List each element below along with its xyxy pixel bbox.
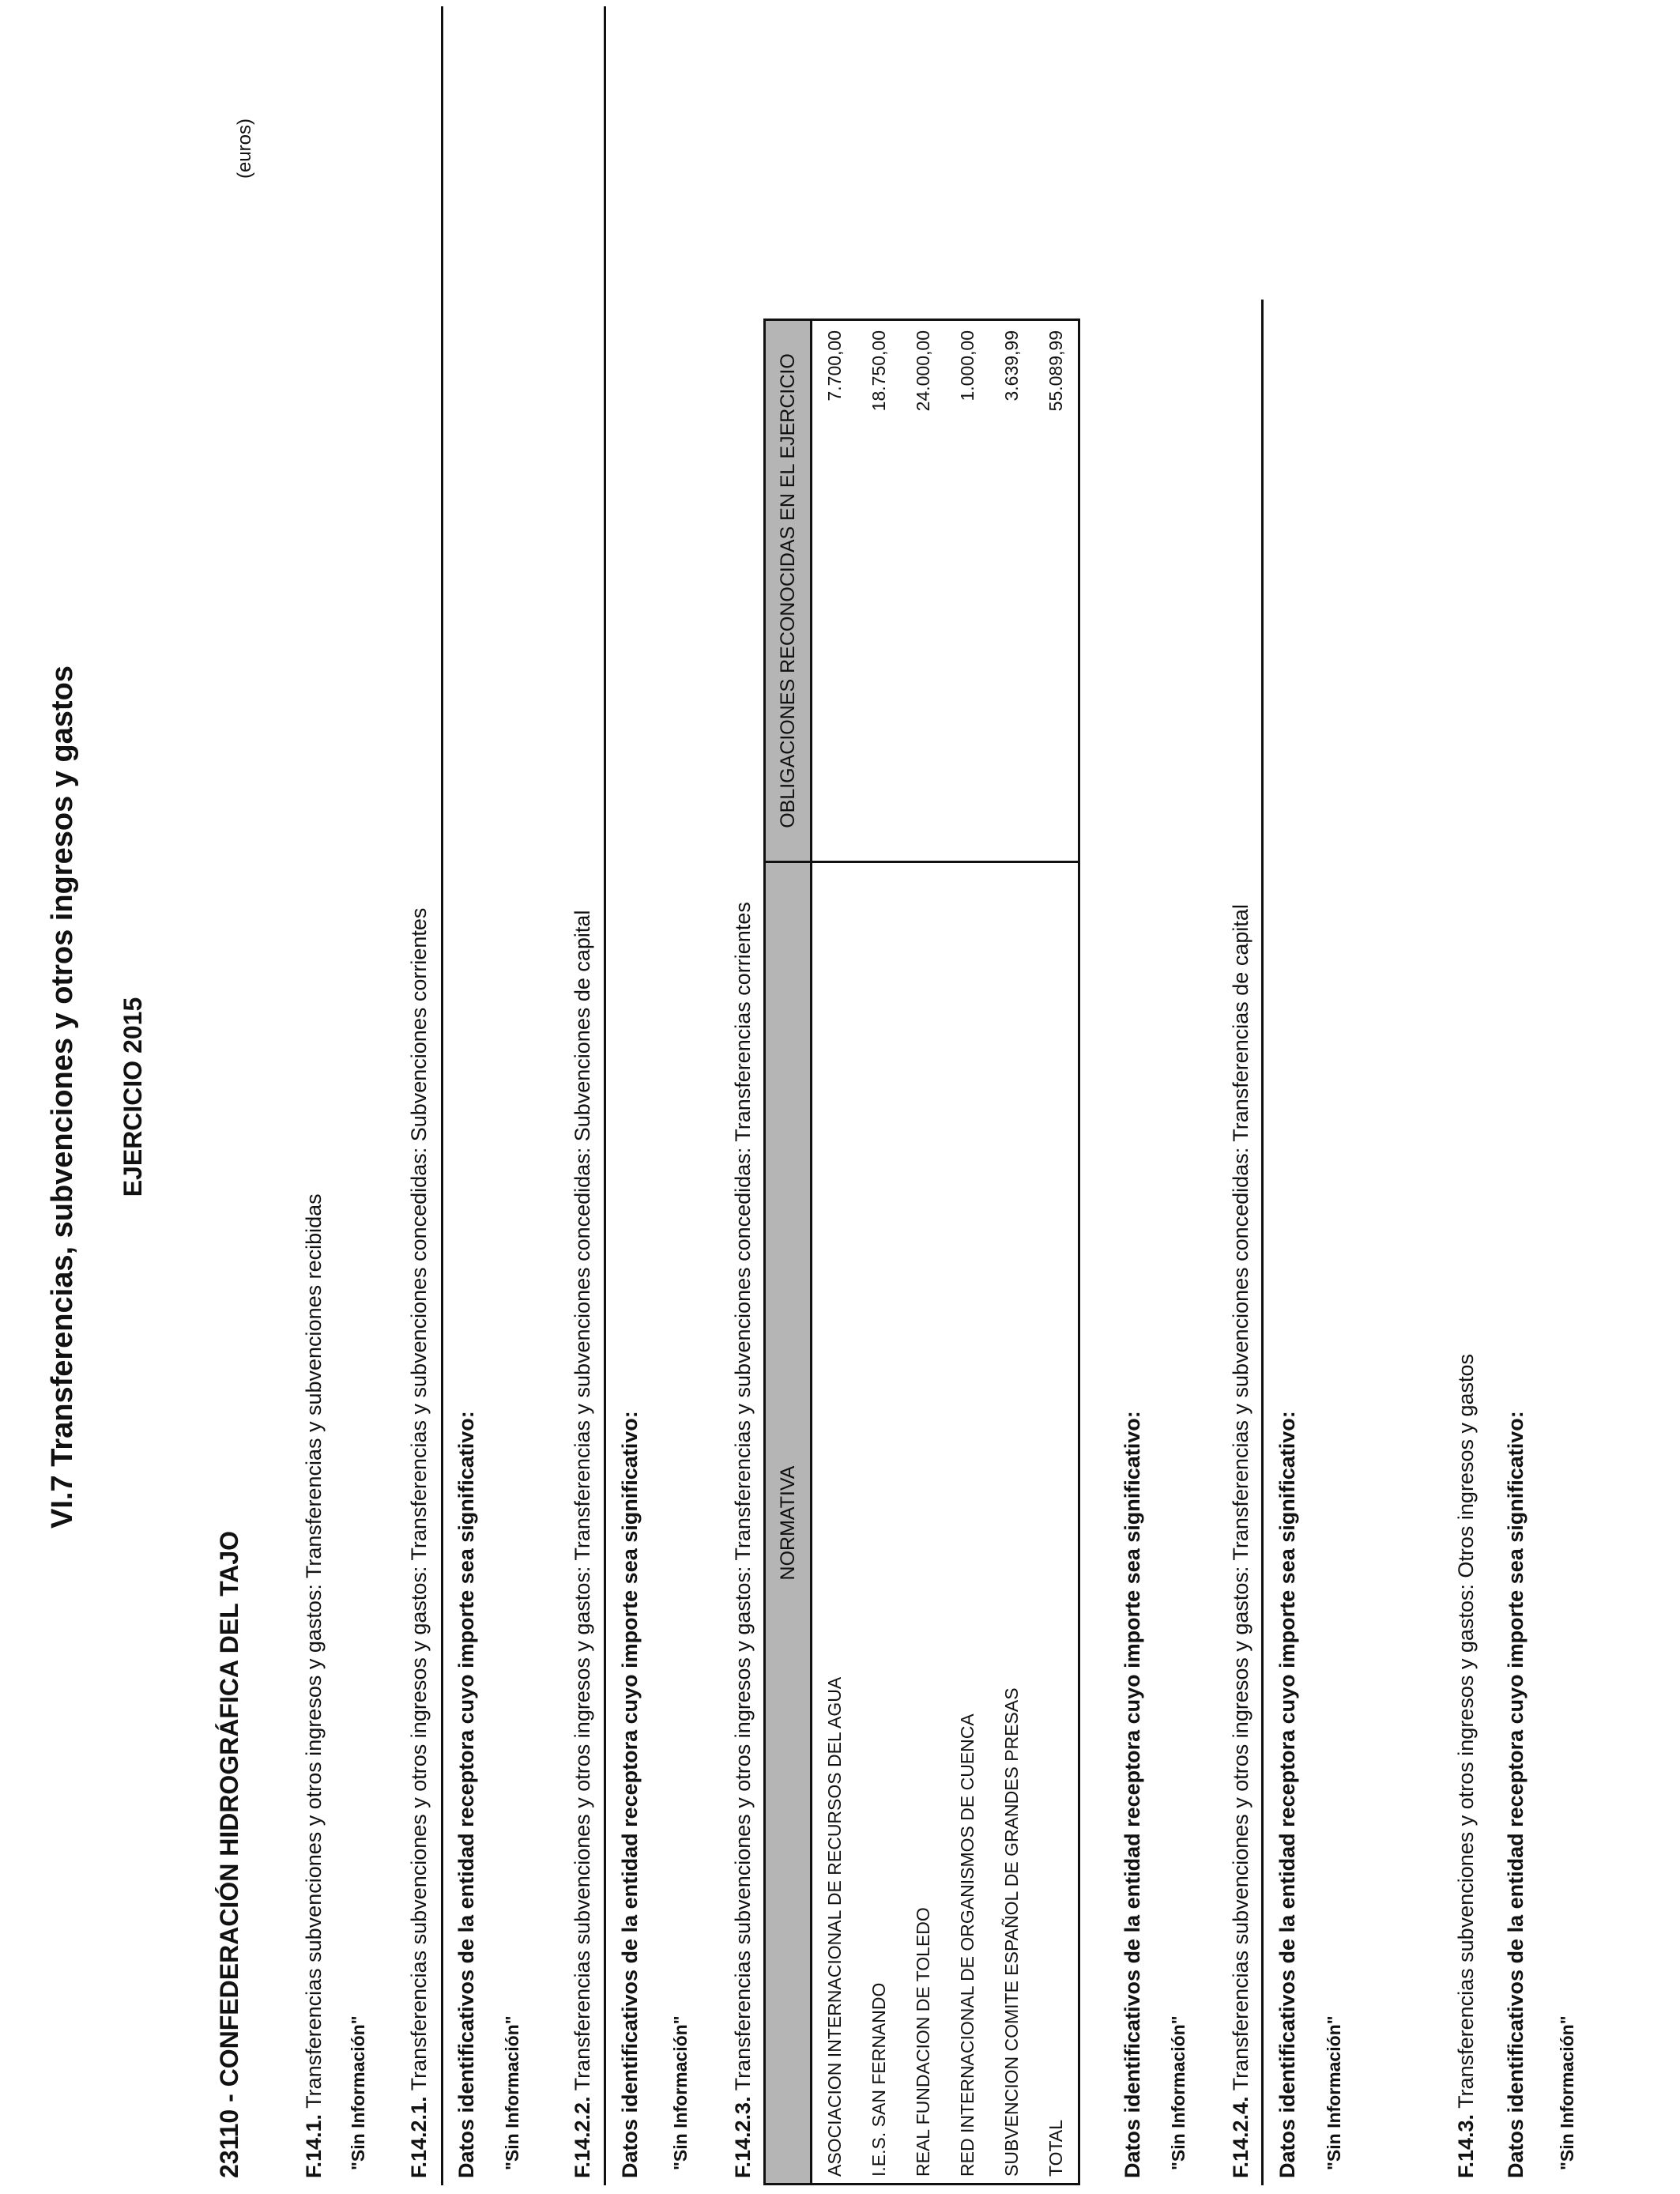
section-text: Transferencias subvenciones y otros ingresos y gastos: Transferencias y subvenciones recibidas — [302, 1193, 326, 2109]
section-f14-2-1-info: "Sin Información" — [502, 2015, 522, 2170]
row-amount: 7.700,00 — [823, 330, 845, 401]
section-f14-2-2-info: "Sin Información" — [670, 2015, 691, 2170]
section-f14-2-3-title — [731, 902, 755, 2178]
section-f14-1-title — [302, 1193, 326, 2178]
section-f14-3-info: "Sin Información" — [1557, 2015, 1577, 2170]
section-number: F.14.3. — [1454, 2113, 1478, 2178]
section-f14-2-4-datos: Datos identificativos de la entidad receptora cuyo importe sea significativo: — [1275, 1411, 1299, 2178]
section-f14-3-datos: Datos identificativos de la entidad receptora cuyo importe sea significativo: — [1504, 1411, 1527, 2178]
row-name: ASOCIACION INTERNACIONAL DE RECURSOS DEL AGUA — [812, 862, 857, 2185]
table-row — [812, 320, 857, 2185]
section-number: F.14.2.1. — [407, 2096, 431, 2178]
table-header-row — [765, 320, 812, 2185]
section-text: Transferencias subvenciones y otros ingresos y gastos: Transferencias y subvenciones concedidas: Subvenciones de capital — [571, 910, 594, 2091]
section-f14-2-3-datos: Datos identificativos de la entidad receptora cuyo importe sea significativo: — [1121, 1411, 1144, 2178]
table-row — [901, 320, 945, 2185]
total-amount: 55.089,99 — [1045, 330, 1066, 412]
section-f14-2-4-title — [1229, 904, 1253, 2178]
section-number: F.14.2.4. — [1229, 2096, 1252, 2178]
section-f14-2-1-datos: Datos identificativos de la entidad receptora cuyo importe sea significativo: — [454, 1411, 478, 2178]
section-text: Transferencias subvenciones y otros ingresos y gastos: Transferencias y subvenciones concedidas: Subvenciones corrientes — [407, 907, 431, 2091]
row-amount: 3.639,99 — [1000, 330, 1022, 401]
currency-note: (euros) — [234, 118, 255, 179]
section-f14-2-3-info: "Sin Información" — [1168, 2015, 1188, 2170]
row-name: I.E.S. SAN FERNANDO — [857, 862, 901, 2185]
section-divider — [1261, 300, 1264, 2185]
section-number: F.14.2.3. — [731, 2096, 755, 2178]
section-divider — [604, 6, 606, 2185]
section-number: F.14.1. — [302, 2113, 326, 2178]
section-f14-2-2-datos: Datos identificativos de la entidad receptora cuyo importe sea significativo: — [618, 1411, 642, 2178]
table-row — [989, 320, 1034, 2185]
section-f14-2-4-info: "Sin Información" — [1324, 2015, 1344, 2170]
section-text: Transferencias subvenciones y otros ingresos y gastos: Transferencias y subvenciones concedidas: Transferencias de capital — [1229, 904, 1252, 2091]
section-f14-3-title — [1454, 1354, 1478, 2178]
row-name: SUBVENCION COMITE ESPAÑOL DE GRANDES PRESAS — [989, 862, 1034, 2185]
row-name: REAL FUNDACION DE TOLEDO — [901, 862, 945, 2185]
row-amount: 24.000,00 — [912, 330, 933, 412]
section-text: Transferencias subvenciones y otros ingresos y gastos: Otros ingresos y gastos — [1454, 1353, 1478, 2109]
table-total-row — [1034, 320, 1079, 2185]
page-title: VI.7 Transferencias, subvenciones y otros ingresos y gastos — [46, 665, 79, 1529]
section-f14-1-info: "Sin Información" — [348, 2015, 368, 2170]
section-divider — [441, 6, 443, 2185]
section-f14-2-1-title — [407, 908, 431, 2178]
total-label: TOTAL — [1034, 862, 1079, 2185]
section-f14-2-2-title — [571, 910, 595, 2178]
section-text: Transferencias subvenciones y otros ingresos y gastos: Transferencias y subvenciones concedidas: Transferencias corrientes — [731, 902, 755, 2091]
row-name: RED INTERNACIONAL DE ORGANISMOS DE CUENCA — [945, 862, 989, 2185]
exercise-year: EJERCICIO 2015 — [119, 997, 147, 1197]
table-row — [857, 320, 901, 2185]
subsidies-table — [763, 319, 1080, 2185]
section-number: F.14.2.2. — [571, 2096, 594, 2178]
row-amount: 18.750,00 — [868, 330, 889, 412]
entity-name: 23110 - CONFEDERACIÓN HIDROGRÁFICA DEL TAJO — [215, 1530, 243, 2178]
column-header-normativa: NORMATIVA — [765, 862, 812, 2185]
column-header-obligaciones: OBLIGACIONES RECONOCIDAS EN EL EJERCICIO — [765, 320, 812, 862]
row-amount: 1.000,00 — [956, 330, 977, 401]
table-row — [945, 320, 989, 2185]
